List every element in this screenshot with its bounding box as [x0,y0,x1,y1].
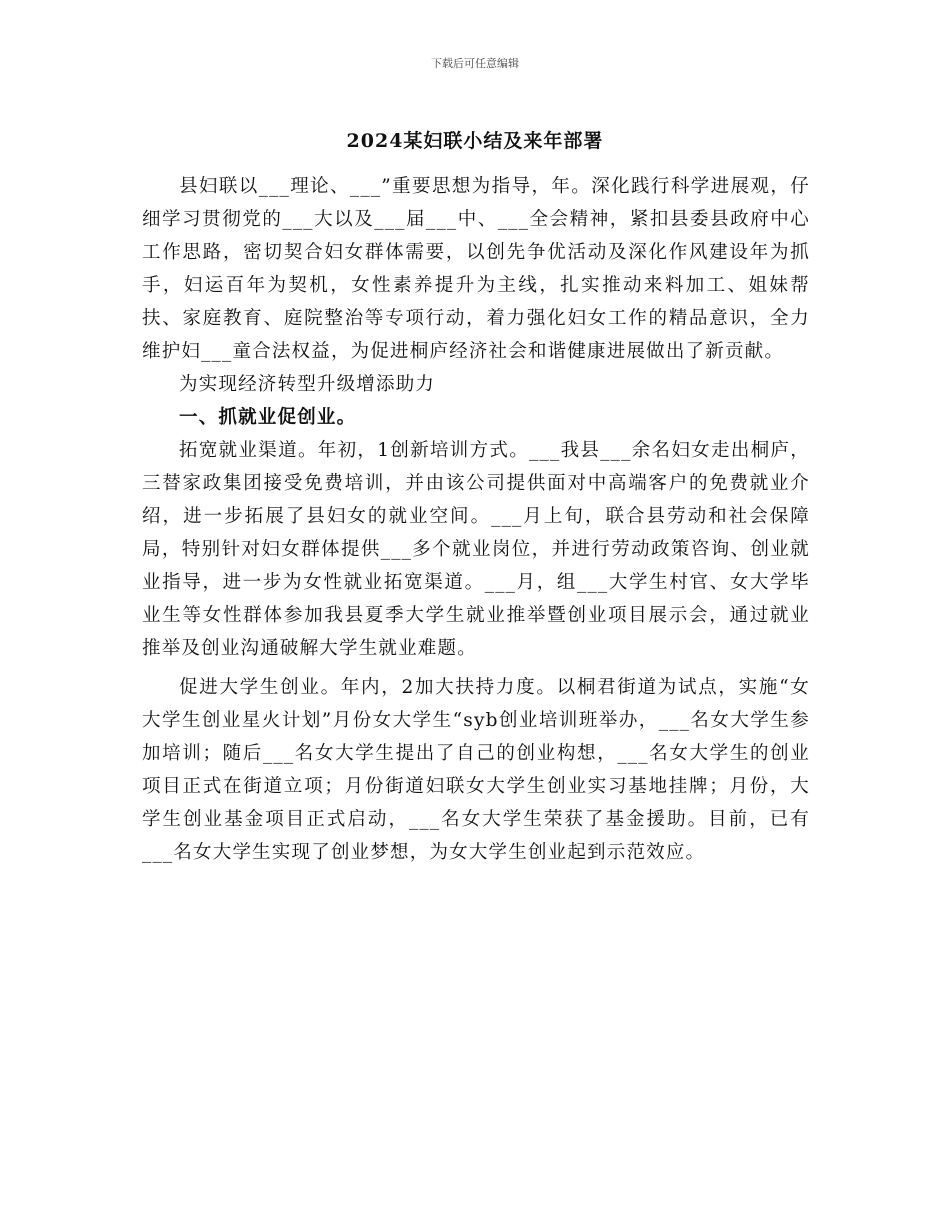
section-heading: 一、抓就业促创业。 [179,407,357,428]
paragraph-employment: 拓宽就业渠道。年初，1创新培训方式。___我县___余名妇女走出桐庐，三替家政集团接受免费培训，并由该公司提供面对中高端客户的免费就业介绍，进一步拓展了县妇女的就业空间。___月上旬，联合县劳动和社会保障局，特别针对妇女群体提供___多个就业岗位，并进行劳动政策咨询、创业就业指导，进一步为女性就业拓宽渠道。___月，组___大学生村官、女大学毕业生等女性群体参加我县夏季大学生就业推举暨创业项目展示会，通过就业推举及创业沟通破解大学生就业难题。 [142,440,810,659]
document-title: 2024某妇联小结及来年部署 [346,130,604,152]
paragraph-entrepreneurship: 促进大学生创业。年内，2加大扶持力度。以桐君街道为试点，实施“女大学生创业星火计划”月份女大学生“syb创业培训班举办，___名女大学生参加培训；随后___名女大学生提出了自己的创业构想，___名女大学生的创业项目正式在街道立项；月份街道妇联女大学生创业实习基地挂牌；月份，大学生创业基金项目正式启动，___名女大学生荣获了基金援助。目前，已有___名女大学生实现了创业梦想，为女大学生创业起到示范效应。 [142,677,810,863]
header-note: 下载后可任意编辑 [431,57,519,70]
document-body [142,170,810,869]
paragraph-section-lead: 为实现经济转型升级增添助力 [179,374,436,395]
paragraph-intro: 县妇联以___理论、___”重要思想为指导，年。深化践行科学进展观，仔细学习贯彻党的___大以及___届___中、___全会精神，紧扣县委县政府中心工作思路，密切契合妇女群体需要，以创先争优活动及深化作风建设年为抓手，妇运百年为契机，女性素养提升为主线，扎实推动来料加工、姐妹帮扶、家庭教育、庭院整治等专项行动，着力强化妇女工作的精品意识，全力维护妇___童合法权益，为促进桐庐经济社会和谐健康进展做出了新贡献。 [142,176,810,362]
